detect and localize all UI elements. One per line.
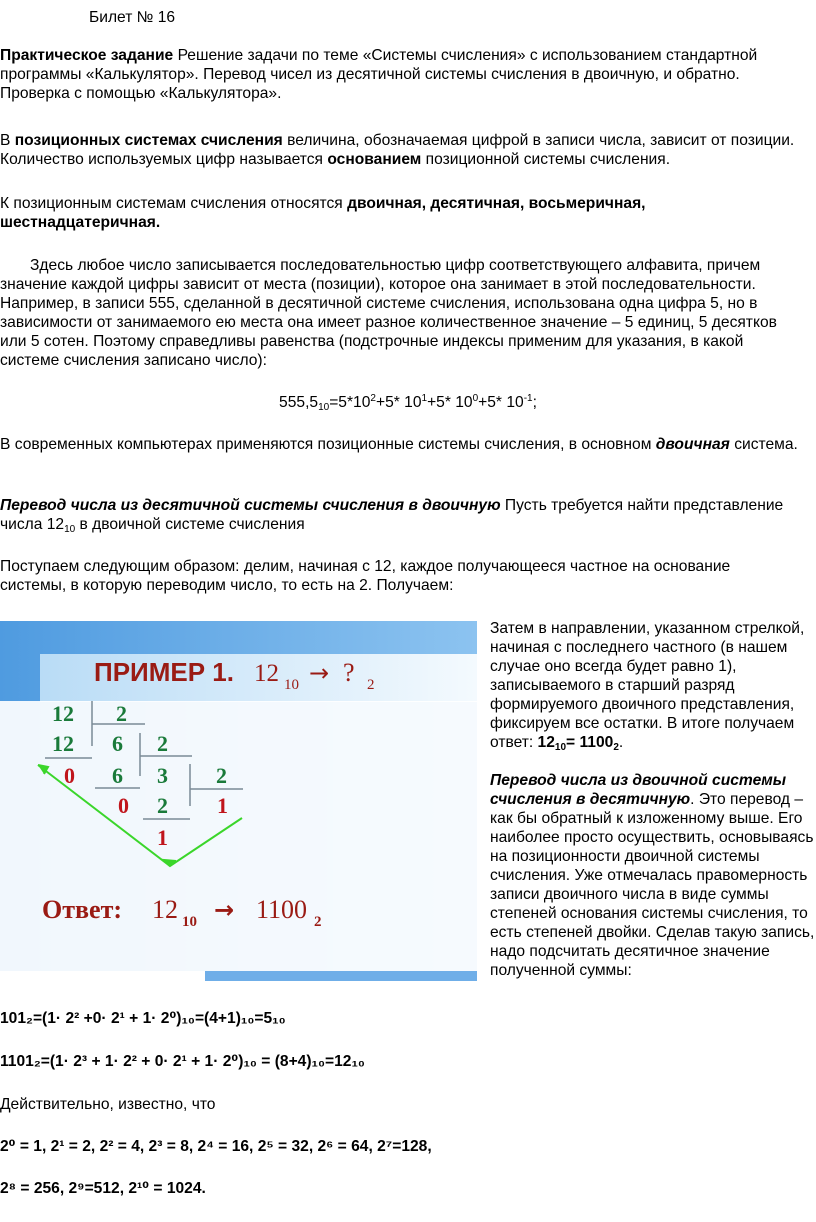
right-ans-mid: = 1100 — [566, 734, 614, 751]
practical-label: Практическое задание — [0, 47, 174, 64]
num-2b: 2 — [157, 731, 168, 756]
dec2bin-sub: 10 — [64, 524, 76, 535]
answer-res-sub: 2 — [314, 914, 322, 930]
num-2a: 2 — [116, 701, 127, 726]
formula-c-sup: 1 — [421, 393, 428, 404]
right-p1-text: Затем в направлении, указанном стрелкой, начиная с последнего частного (в нашем случае оно всегда будет равно 1), записываемого в старший разряд формируемого двоичного представления, фиксируем все остатки. В итоге получаем ответ: — [490, 620, 805, 751]
answer-arrow: → — [214, 896, 235, 924]
answer-res: 1100 — [256, 895, 308, 924]
practical-task — [0, 46, 800, 103]
num-6a: 6 — [112, 731, 123, 756]
slide-bottom-bar — [205, 971, 477, 981]
ticket-title: Билет № 16 — [89, 9, 176, 26]
powers-line-1: 2⁰ = 1, 2¹ = 2, 2² = 4, 2³ = 8, 2⁴ = 16, 2⁵ = 32, 2⁶ = 64, 2⁷=128, — [0, 1138, 432, 1155]
formula — [0, 393, 816, 412]
explain-paragraph: Здесь любое число записывается последовательностью цифр соответствующего алфавита, причем значение каждой цифры зависит от места (позиции), которое она занимает в этой последовательности. Например, в записи 555, сделанной в десятичной системе счисления, использована одна цифра 5, но в зависимости от занимаемого ею места она имеет разное количественное значение – 5 единиц, 5 десятков или 5 сотен. Поэтому справедливы равенства (подстрочные индексы применим для указания, в какой системе счисления записано число): — [0, 257, 777, 369]
slide-title-sub: 10 — [284, 677, 299, 693]
positional-paragraph — [0, 131, 800, 169]
answer-label: Ответ: — [42, 895, 123, 924]
dec2bin-p1: Пусть требуется найти представление числа 12 — [0, 497, 784, 533]
positional-p3: позиционной системы счисления. — [421, 151, 671, 168]
answer-sub: 10 — [182, 914, 197, 930]
num-2d: 2 — [157, 793, 168, 818]
types-b1: двоичная, десятичная, восьмеричная, шестнадцатеричная. — [0, 195, 646, 231]
powers-line-2: 2⁸ = 256, 2⁹=512, 2¹⁰ = 1024. — [0, 1180, 206, 1197]
formula-e-sup: -1 — [523, 393, 533, 404]
slide-title-num: 12 — [254, 660, 279, 687]
modern-b1: двоичная — [655, 436, 730, 453]
slide-title-arrow: → — [309, 659, 330, 687]
formula-d: +5* 10 — [427, 394, 473, 411]
formula-c: +5* 10 — [375, 394, 422, 411]
slide-title: ПРИМЕР 1. — [94, 657, 234, 687]
num-6b: 6 — [112, 763, 123, 788]
slide-title-q: ? — [343, 658, 355, 687]
proceed-paragraph: Поступаем следующим образом: делим, начиная с 12, каждое получающееся частное на основание системы, в которую переводим число, то есть на 2. Получаем: — [0, 558, 731, 594]
formula-b-sup: 2 — [370, 393, 376, 404]
right-ans1-sub: 10 — [554, 742, 567, 753]
num-2c: 2 — [216, 763, 227, 788]
right-p2 — [490, 771, 816, 980]
num-0a: 0 — [64, 763, 75, 788]
num-0b: 0 — [118, 793, 129, 818]
equation-1: 101₂=(1· 2² +0· 2¹ + 1· 2⁰)₁₀=(4+1)₁₀=5₁₀ — [0, 1010, 286, 1027]
num-1a: 1 — [217, 793, 228, 818]
types-paragraph — [0, 194, 800, 232]
modern-paragraph — [0, 435, 800, 454]
positional-b2: основанием — [327, 151, 422, 168]
right-ans2-sub: 2 — [613, 742, 619, 753]
positional-b1: позиционных системах счисления — [14, 132, 283, 149]
example-slide — [0, 621, 477, 981]
modern-p2: система. — [729, 436, 798, 453]
formula-e: +5* 10 — [478, 394, 524, 411]
num-1b: 1 — [157, 825, 168, 850]
right-ans-end: . — [618, 734, 624, 751]
right-column — [490, 619, 816, 980]
indeed-text: Действительно, известно, что — [0, 1096, 216, 1113]
positional-p1: В — [0, 132, 15, 149]
formula-d-sup: 0 — [472, 393, 479, 404]
answer-num: 12 — [152, 895, 178, 924]
num-12b: 12 — [52, 731, 74, 756]
formula-a: 555,5 — [279, 394, 319, 411]
slide-title-qsub: 2 — [367, 677, 375, 693]
num-12a: 12 — [52, 701, 74, 726]
bin2dec-heading: Перевод числа из двоичной системы счисления в десятичную — [490, 772, 787, 808]
formula-f: ; — [532, 394, 537, 411]
dec2bin-heading: Перевод числа из десятичной системы счисления в двоичную — [0, 497, 501, 514]
right-p1 — [490, 619, 816, 752]
modern-p1: В современных компьютерах применяются позиционные системы счисления, в основном — [0, 436, 656, 453]
equation-2: 1101₂=(1· 2³ + 1· 2² + 0· 2¹ + 1· 2⁰)₁₀ = (8+4)₁₀=12₁₀ — [0, 1053, 365, 1070]
formula-a-sub: 10 — [318, 402, 330, 413]
types-p1: К позиционным системам счисления относятся — [0, 195, 348, 212]
positional-p2: величина, обозначаемая цифрой в записи числа, зависит от позиции. Количество используемых цифр называется — [0, 132, 795, 168]
num-3a: 3 — [157, 763, 168, 788]
practical-text: Решение задачи по теме «Системы счисления» с использованием стандартной программы «Калькулятор». Перевод чисел из десятичной системы счисления в двоичную, и обратно. Проверка с помощью «Калькулятора». — [0, 47, 758, 102]
example-slide-svg — [0, 621, 477, 981]
dec2bin-p2: в двоичной системе счисления — [75, 516, 305, 533]
right-p2-text: . Это перевод – как бы обратный к изложенному выше. Его наиболее просто осуществить, основываясь на позиционности двоичной системы счисления. Уже отмечалась правомерность записи двоичного числа в виде суммы степеней основания системы счисления, то есть степеней двойки. Сделав такую запись, надо подсчитать десятичное значение полученной суммы: — [490, 791, 815, 979]
right-ans1: 12 — [537, 734, 555, 751]
formula-b: =5*10 — [329, 394, 371, 411]
dec2bin-paragraph — [0, 496, 800, 534]
